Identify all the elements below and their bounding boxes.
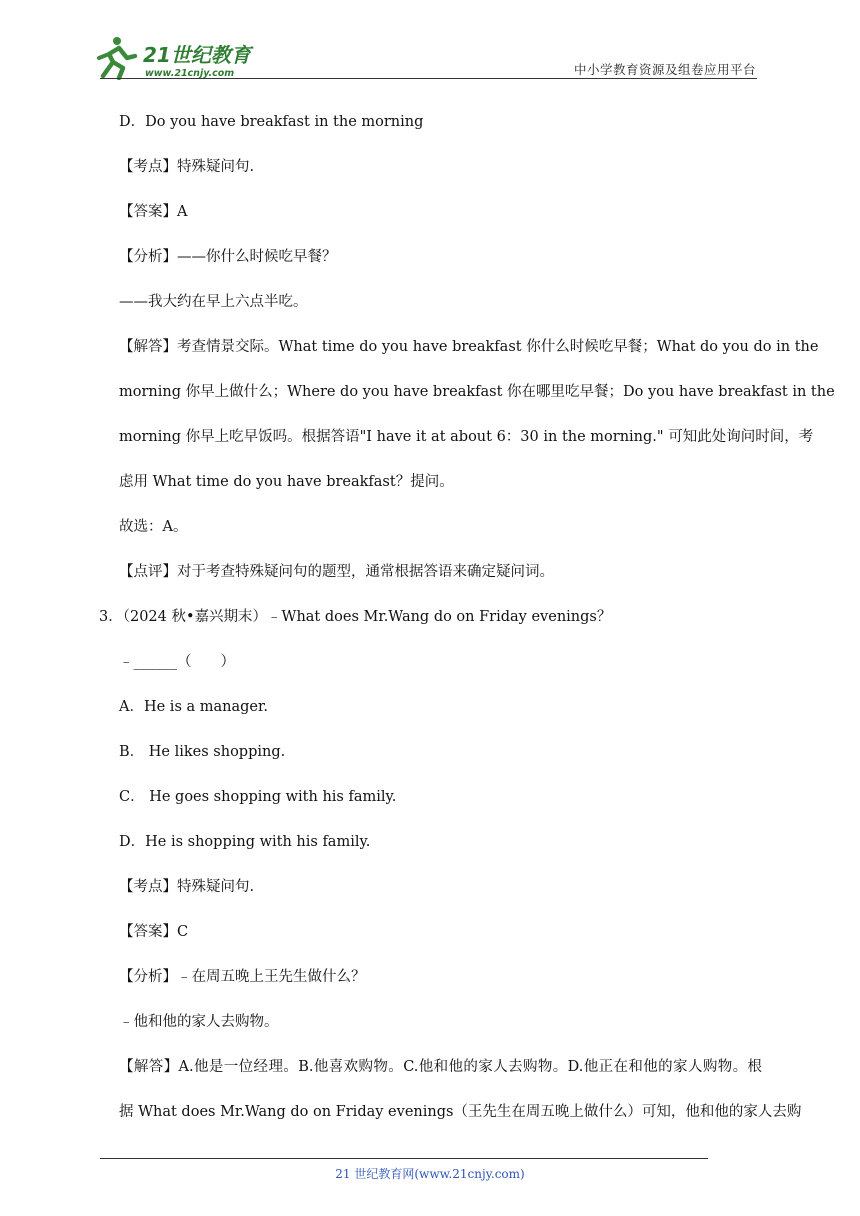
page-header (0, 0, 860, 90)
analysis-line-q3: 【分析】﹣在周五晚上王先生做什么？ (119, 969, 366, 985)
option-d-line: D．Do you have breakfast in the morning (119, 114, 424, 130)
header-platform-text: 中小学教育资源及组卷应用平台 (573, 62, 756, 77)
solution-line-q3-2: 据 What does Mr.Wang do on Friday evenings（王先生在周五晚上做什么）可知，他和他的家人去购 (119, 1104, 802, 1120)
question-3-blank: ﹣______（ ） (119, 654, 235, 670)
analysis-line: 【分析】——你什么时候吃早餐？ (119, 249, 337, 265)
analysis-line-q3-2: ﹣他和他的家人去购物。 (119, 1014, 279, 1030)
option-d: D．He is shopping with his family. (119, 834, 371, 850)
option-a: A．He is a manager. (119, 699, 268, 715)
solution-line-4: 虑用 What time do you have breakfast？提问。 (119, 474, 454, 490)
answer-line-q3: 【答案】C (119, 924, 189, 940)
running-man-icon (99, 37, 135, 78)
solution-line-2: morning 你早上做什么；Where do you have breakfast 你在哪里吃早餐；Do you have breakfast in the (119, 384, 835, 400)
choice-line: 故选：A。 (119, 519, 188, 535)
solution-line-3: morning 你早上吃早饭吗。根据答语"I have it at about 6：30 in the morning." 可知此处询问时间，考 (119, 429, 814, 445)
analysis-line-2: ——我大约在早上六点半吃。 (119, 294, 308, 310)
comment-line: 【点评】对于考查特殊疑问句的题型，通常根据答语来确定疑问词。 (119, 564, 554, 580)
kaodian-line: 【考点】特殊疑问句. (119, 159, 255, 175)
footer-divider (100, 1158, 708, 1159)
option-b: B． He likes shopping. (119, 744, 286, 760)
solution-line: 【解答】考查情景交际。What time do you have breakfast 你什么时候吃早餐；What do you do in the (119, 339, 819, 355)
kaodian-line-q3: 【考点】特殊疑问句. (119, 879, 255, 895)
answer-line: 【答案】A (119, 204, 188, 220)
logo-sub-text: www.21cnjy.com (145, 68, 235, 79)
footer-link[interactable]: 21 世纪教育网(www.21cnjy.com) (335, 1167, 525, 1181)
question-3-stem: 3．（2024 秋•嘉兴期末）﹣What does Mr.Wang do on Friday evenings？ (99, 609, 612, 625)
site-logo (95, 36, 260, 80)
logo-main-text: 21世纪教育 (143, 43, 251, 67)
solution-line-q3: 【解答】A.他是一位经理。B.他喜欢购物。C.他和他的家人去购物。D.他正在和他的家人购物。根 (119, 1059, 762, 1075)
header-divider (100, 78, 757, 79)
option-c: C． He goes shopping with his family. (119, 789, 397, 805)
